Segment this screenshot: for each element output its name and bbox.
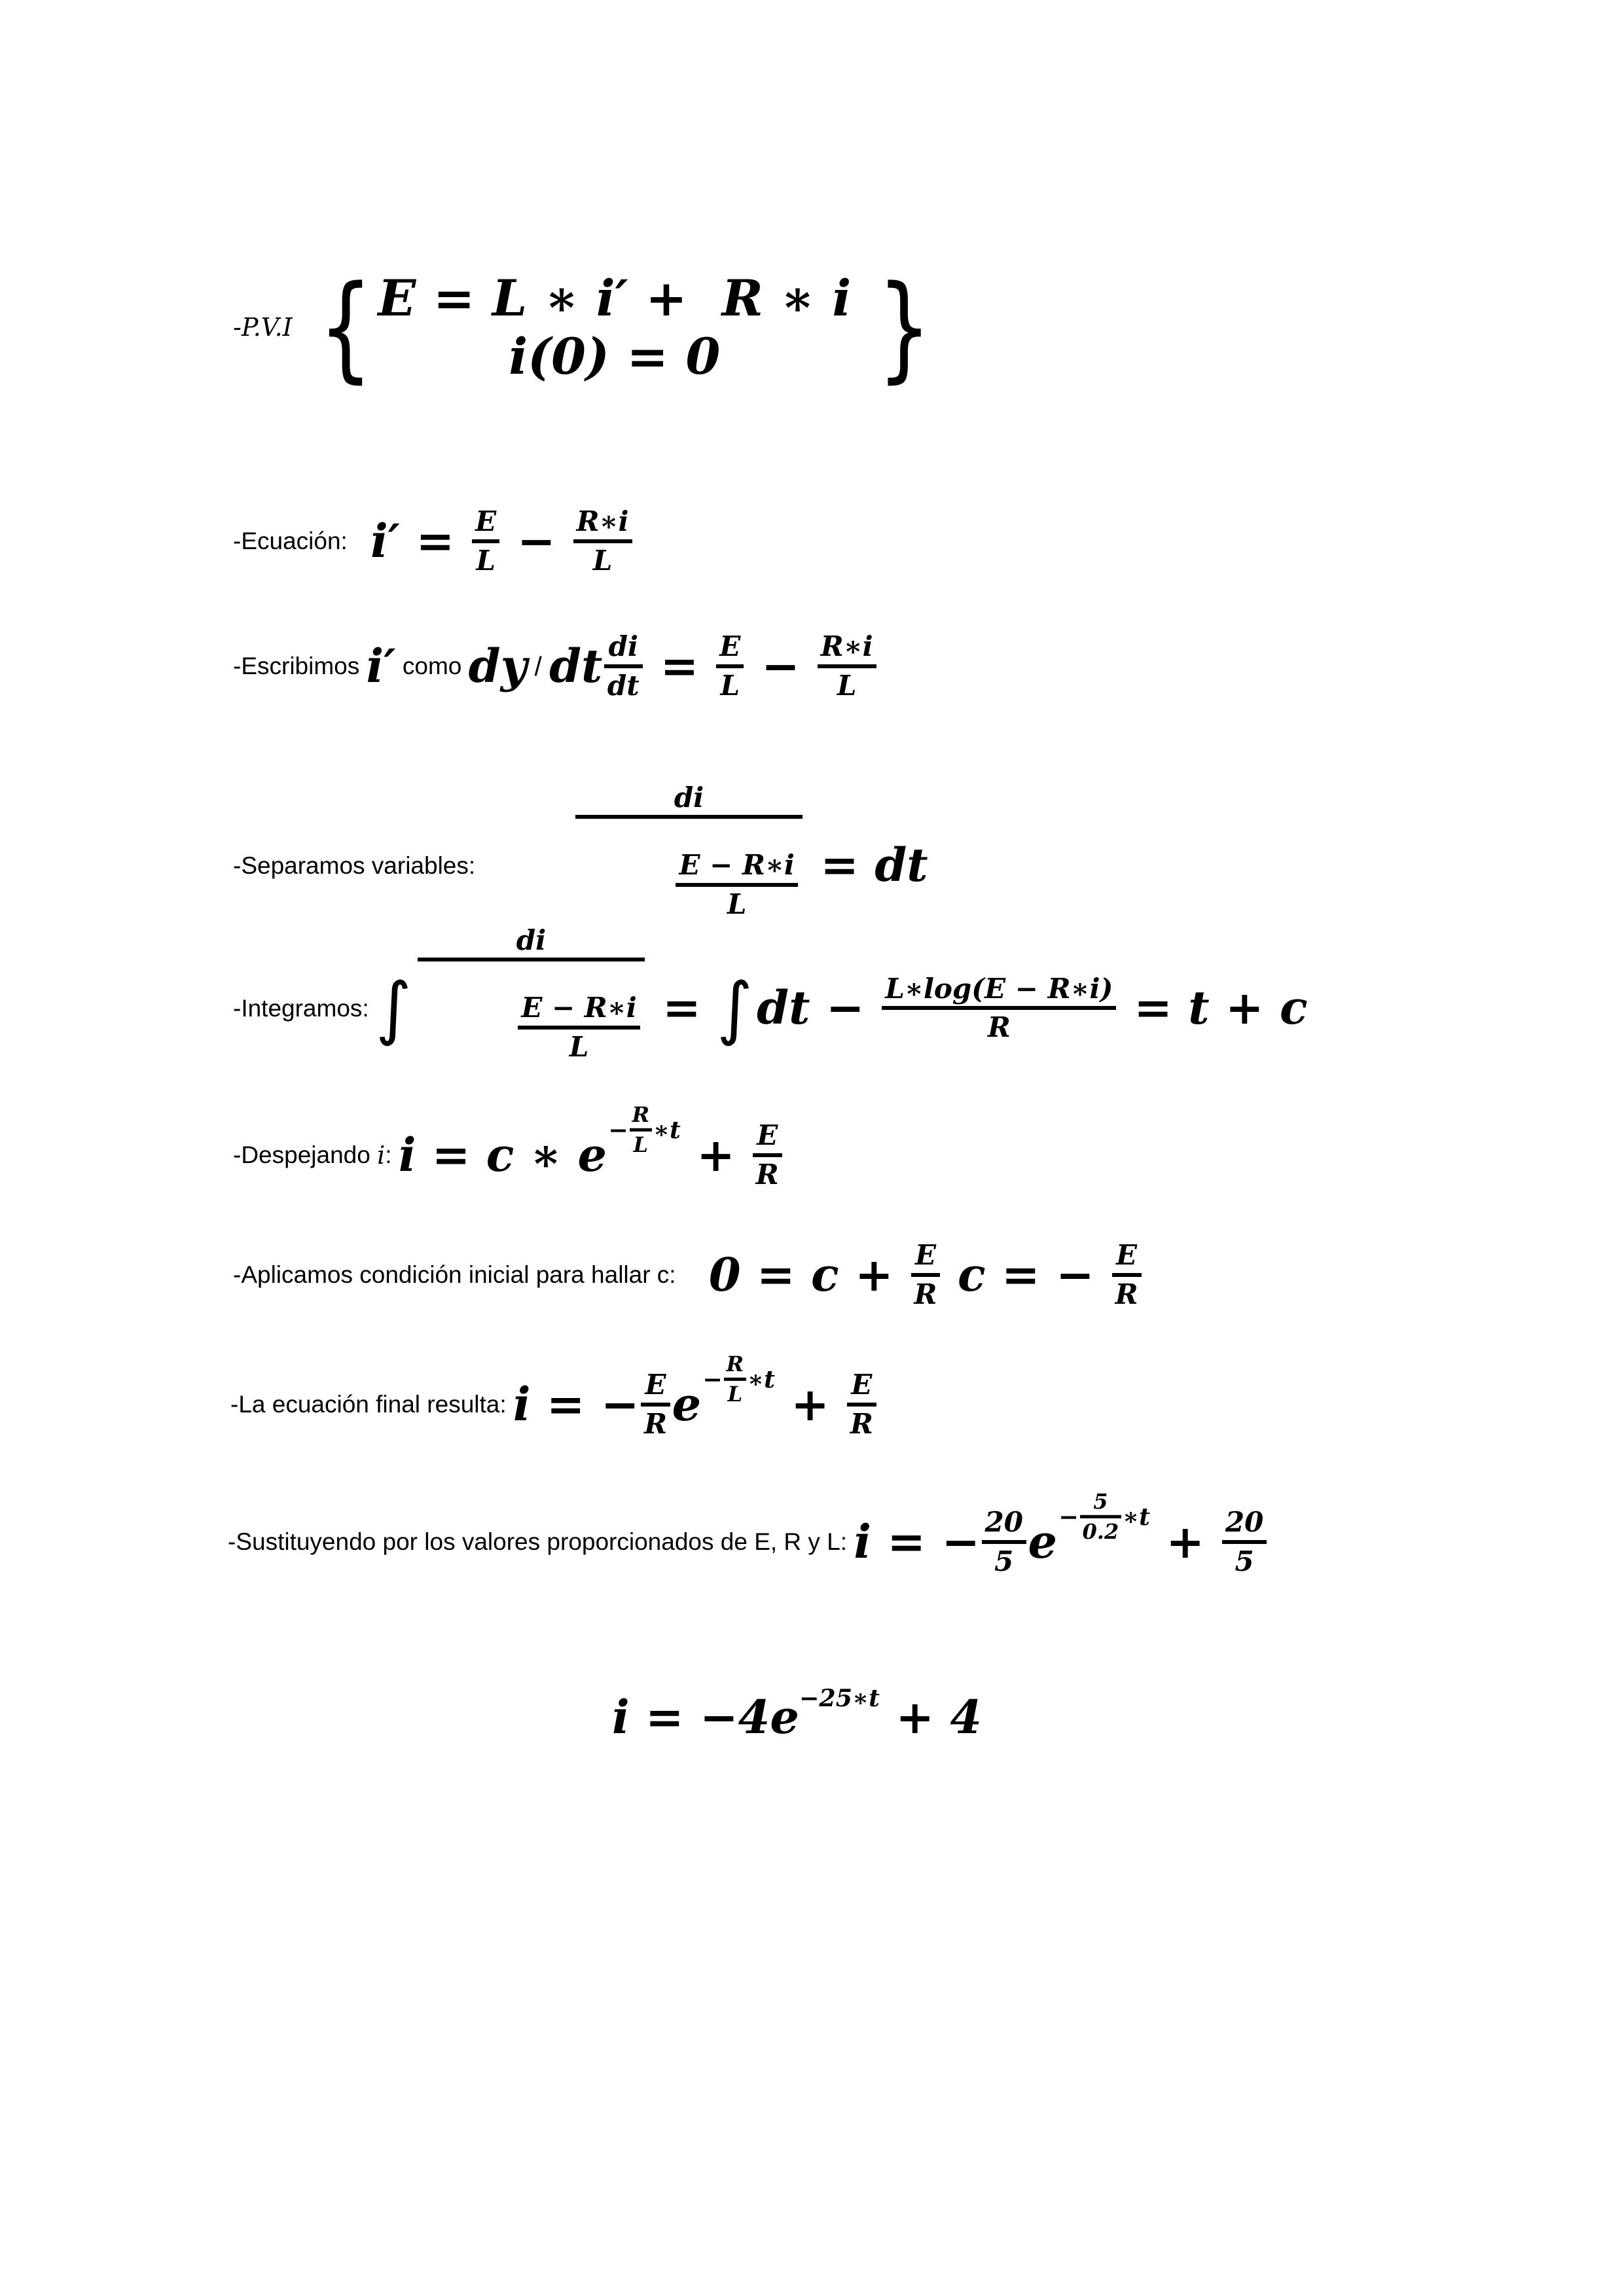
math-token: i = −4e — [612, 1689, 799, 1744]
minus-operator: − — [702, 1365, 723, 1393]
fraction — [1112, 1241, 1142, 1308]
exponent — [702, 1354, 775, 1405]
math-token: dy — [468, 638, 528, 693]
inner-fraction — [676, 851, 797, 918]
exponent-fraction — [724, 1354, 746, 1405]
fraction-bar — [518, 1026, 640, 1030]
ecuacion-final-equation — [513, 1352, 878, 1440]
ecuacion-equation — [370, 507, 634, 575]
minus-operator: − — [501, 513, 572, 568]
exponent — [1058, 1491, 1150, 1543]
fraction-bar — [1112, 1273, 1142, 1277]
math-token: ∗t — [1123, 1502, 1150, 1531]
denominator — [418, 965, 645, 1090]
denominator: R — [987, 1011, 1011, 1044]
inner-denominator: L — [727, 888, 747, 920]
denominator: 5 — [994, 1545, 1014, 1577]
fraction — [882, 972, 1116, 1044]
denominator: 0.2 — [1082, 1518, 1119, 1544]
integramos-equation — [376, 926, 1308, 1090]
numerator: R — [726, 1352, 744, 1377]
exponent-fraction — [1080, 1491, 1121, 1543]
exponent-fraction — [630, 1104, 652, 1156]
denominator: L — [727, 1381, 743, 1407]
fraction-bar — [418, 958, 645, 961]
numerator: R∗i — [576, 505, 629, 538]
nested-fraction — [575, 783, 803, 948]
denominator: L — [476, 544, 496, 577]
denominator: R — [850, 1407, 873, 1440]
denominator: L — [592, 544, 613, 577]
math-token: dt — [549, 638, 603, 693]
line-separamos — [233, 781, 928, 926]
math-token: = t + c — [1117, 980, 1308, 1035]
fraction — [573, 507, 632, 575]
denominator: L — [837, 669, 857, 702]
sustituyendo-label: -Sustituyendo por los valores proporcionados de E, R y L: — [228, 1528, 854, 1555]
fraction-bar — [724, 1378, 746, 1381]
pvi-equations — [378, 270, 851, 386]
como-label: como — [395, 652, 469, 679]
numerator: di — [608, 630, 638, 663]
line-ecuacion — [233, 492, 634, 590]
aplicamos-equation-1 — [709, 1241, 1143, 1308]
integral-sign: ∫ — [717, 968, 753, 1048]
aplicamos-label: -Aplicamos condición inicial para hallar c: — [233, 1261, 683, 1288]
math-token: ∗t — [747, 1365, 775, 1393]
close-brace: } — [877, 260, 931, 395]
minus-operator: − — [608, 1115, 628, 1144]
math-token: ∗t — [653, 1115, 681, 1144]
fraction-bar — [573, 539, 632, 543]
fraction — [818, 632, 876, 700]
numerator: R∗i — [820, 630, 873, 663]
fraction-bar — [641, 1403, 670, 1407]
fraction — [641, 1371, 670, 1438]
fraction-bar — [630, 1128, 652, 1132]
denominator: R — [755, 1158, 779, 1191]
minus-operator: − — [745, 638, 816, 693]
numerator: 5 — [1093, 1489, 1108, 1515]
line-pvi — [233, 257, 937, 398]
fraction-bar — [882, 1006, 1116, 1010]
nested-fraction — [418, 926, 645, 1090]
despejando-label-colon: : — [385, 1141, 399, 1168]
numerator: 20 — [984, 1506, 1023, 1539]
fraction — [472, 507, 499, 575]
aplicamos-equation-2 — [958, 1241, 1143, 1308]
minus-operator: − — [1058, 1502, 1079, 1531]
math-token: i = c ∗ e — [398, 1127, 607, 1182]
numerator: L∗log(E − R∗i) — [885, 972, 1113, 1005]
line-despejando — [233, 1103, 784, 1208]
line-sustituyendo — [228, 1490, 1269, 1594]
plus-operator: + — [680, 1127, 751, 1182]
separamos-label: -Separamos variables: — [233, 852, 476, 879]
integramos-label: -Integramos: — [233, 994, 376, 1022]
numerator: E — [914, 1239, 936, 1272]
math-token: c = − — [958, 1247, 1111, 1302]
exponent: −25∗t — [799, 1683, 880, 1712]
numerator: di — [674, 781, 704, 814]
pvi-equation-2: i(0) = 0 — [509, 327, 721, 386]
fraction — [753, 1121, 782, 1189]
numerator: 20 — [1225, 1506, 1264, 1539]
integral-sign: ∫ — [375, 968, 412, 1048]
fraction-bar — [818, 664, 876, 668]
fraction-bar — [575, 815, 803, 819]
math-token: = dt — [804, 838, 928, 893]
inner-numerator: E − R∗i — [521, 992, 637, 1024]
slash-separator: / — [527, 651, 550, 681]
line-ecuacion-final — [230, 1352, 878, 1457]
math-token: dt − — [757, 980, 880, 1035]
pvi-label: -P.V.I — [233, 313, 293, 342]
fraction — [911, 1241, 941, 1308]
ecuacion-label: -Ecuación: — [233, 528, 355, 554]
open-brace: { — [318, 260, 373, 395]
fraction-bar — [911, 1273, 941, 1277]
denominator: L — [633, 1132, 649, 1157]
fraction-bar — [472, 539, 499, 543]
denominator: R — [914, 1278, 937, 1310]
fraction — [847, 1371, 876, 1438]
numerator: E — [719, 630, 741, 663]
numerator: E — [475, 505, 497, 538]
math-token: e — [672, 1376, 702, 1431]
fraction-bar — [1080, 1515, 1121, 1518]
math-token: i′ = — [370, 513, 471, 568]
denominator: 5 — [1235, 1545, 1254, 1577]
line-integramos — [233, 924, 1308, 1069]
plus-operator: + — [774, 1376, 846, 1431]
math-token: 0 = c + — [708, 1247, 909, 1302]
inner-numerator: E − R∗i — [679, 849, 795, 882]
fraction — [716, 632, 744, 700]
numerator: E — [757, 1119, 778, 1152]
line-aplicamos — [233, 1229, 1143, 1321]
inner-fraction — [518, 994, 640, 1061]
math-token: i′ — [366, 638, 396, 693]
numerator: E — [1116, 1239, 1138, 1272]
escribimos-label: -Escribimos — [233, 653, 367, 679]
sustituyendo-equation — [854, 1489, 1269, 1577]
despejando-label: -Despejando — [233, 1141, 378, 1168]
equals-operator: = — [646, 980, 717, 1035]
equals-operator: = — [644, 638, 715, 693]
numerator: E — [851, 1369, 873, 1401]
fraction — [982, 1508, 1027, 1575]
fraction-bar — [847, 1403, 876, 1407]
despejando-label-var: i — [377, 1141, 386, 1170]
math-token: + 4 — [879, 1689, 983, 1744]
fraction-bar — [1222, 1540, 1267, 1544]
separamos-equation — [573, 783, 928, 948]
numerator: di — [516, 924, 547, 957]
resultado-equation — [612, 1683, 983, 1744]
fraction-bar — [982, 1540, 1027, 1544]
fraction-bar — [716, 664, 744, 668]
pvi-system — [293, 260, 937, 395]
numerator: E — [645, 1369, 666, 1401]
exponent — [608, 1104, 681, 1156]
escribimos-equation — [367, 632, 878, 700]
ecuacion-final-label: -La ecuación final resulta: — [230, 1391, 513, 1418]
plus-operator: + — [1149, 1514, 1221, 1569]
math-token: e — [1028, 1514, 1058, 1569]
denominator: L — [720, 669, 740, 702]
fraction-bar — [604, 664, 643, 668]
numerator: R — [632, 1102, 650, 1128]
fraction-bar — [676, 883, 797, 887]
inner-denominator: L — [569, 1030, 589, 1063]
fraction-bar — [753, 1153, 782, 1157]
line-escribimos — [233, 617, 878, 715]
despejando-equation — [398, 1102, 784, 1191]
fraction — [604, 632, 643, 700]
math-token: i = − — [513, 1376, 640, 1431]
denominator: R — [644, 1407, 668, 1440]
denominator: R — [1115, 1278, 1138, 1310]
pvi-equation-1: E = L ∗ i′ + R ∗ i — [378, 268, 852, 327]
math-token: i = − — [854, 1514, 980, 1569]
line-resultado — [612, 1681, 982, 1753]
fraction — [1222, 1508, 1267, 1575]
denominator: dt — [607, 669, 640, 702]
